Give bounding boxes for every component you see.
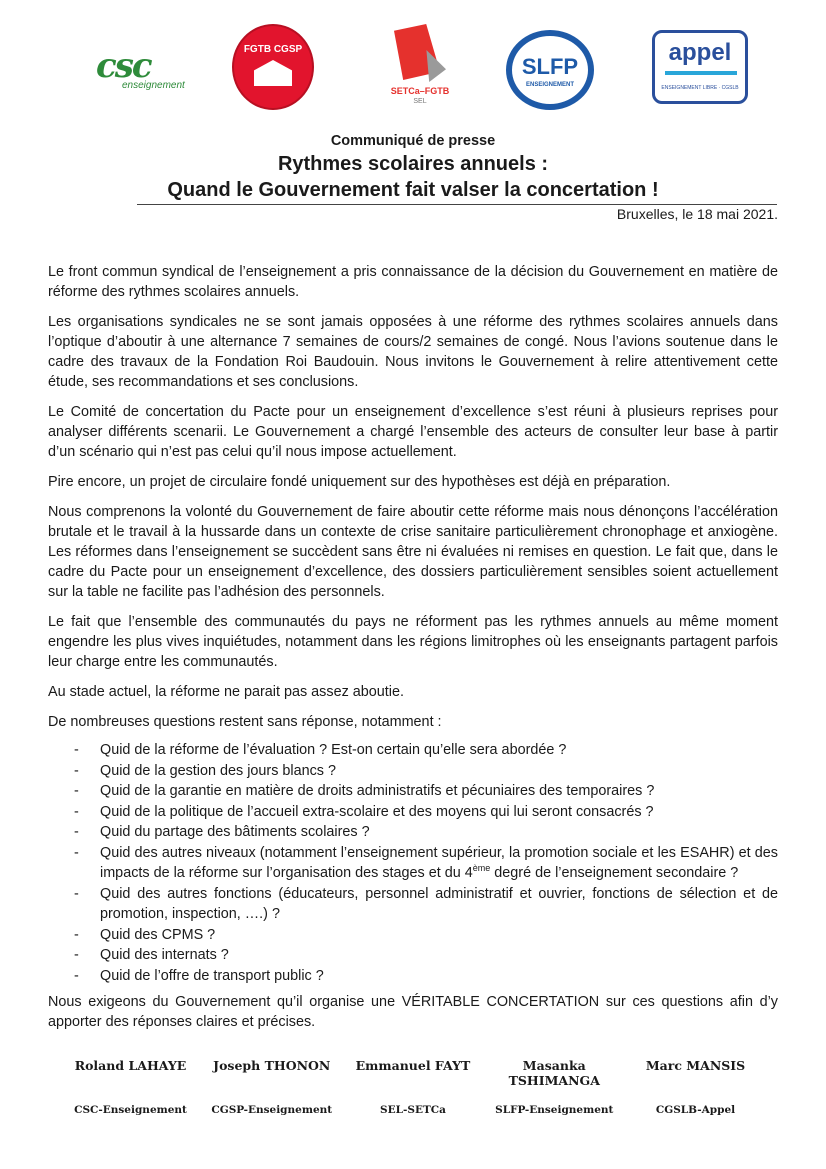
signatories: [60, 1058, 766, 1116]
list-item: - Quid de la gestion des jours blancs ?: [74, 762, 336, 779]
press-header: [48, 132, 778, 202]
signatory-org: CGSLB-Appel: [655, 1104, 736, 1116]
csc-logo-subtext: enseignement: [122, 80, 185, 91]
question-text: Quid des CPMS ?: [100, 926, 216, 943]
page-title-line-2: Quand le Gouvernement fait valser la concertation !: [167, 179, 659, 201]
page-title-line-1: Rythmes scolaires annuels :: [277, 153, 549, 175]
paragraph: Pire encore, un projet de circulaire fondé uniquement sur des hypothèses est déjà en préparation.: [48, 474, 671, 490]
slfp-enseignement-logo: [506, 30, 594, 110]
paragraph: Le Comité de concertation du Pacte pour un enseignement d’excellence s’est réuni à plusieurs reprises pour analyser différents scenarii. Le Gouvernement a chargé l’ensemble des acteurs de consulter leur base à partir d’un scénario qui n’est pas celui qu’il nous impose actuellement.: [48, 404, 778, 460]
appel-logo-subtext: ENSEIGNEMENT LIBRE · CGSLB: [661, 85, 739, 91]
question-text: Quid de l’offre de transport public ?: [100, 967, 324, 984]
appel-logo-text: appel: [668, 39, 732, 66]
question-list: [48, 740, 778, 986]
question-text: Quid de la politique de l’accueil extra-scolaire et des moyens qui lui seront consacrés ?: [100, 803, 654, 820]
fgtb-cgsp-logo: [232, 24, 314, 110]
appel-logo: [652, 30, 748, 104]
signatory-organisations: [60, 1104, 766, 1116]
slfp-logo-text: SLFP: [521, 54, 579, 79]
paragraph: Nous comprenons la volonté du Gouvernement de faire aboutir cette réforme mais nous dénonçons l’accélération brutale et le travail à la hussarde dans un contexte de crise sanitaire particulièrement chronophage et anxiogène. Les réformes dans l’enseignement se succèdent sans être ni évaluées ni remises en question. Le fait que, dans le cadre du Pacte pour un enseignement d’excellence, des dossiers particulièrement sensibles soient actuellement sur la table ne facilite pas l’adhésion des personnels.: [48, 504, 778, 600]
signatory-name: Emmanuel FAYT: [355, 1058, 471, 1073]
signatory-org: SLFP-Enseignement: [495, 1104, 614, 1116]
question-text: Quid du partage des bâtiments scolaires ?: [100, 824, 370, 840]
paragraph: Au stade actuel, la réforme ne parait pas assez aboutie.: [48, 684, 404, 700]
list-item: - Quid des internats ?: [74, 947, 229, 963]
question-text: Quid de la réforme de l’évaluation ? Est-on certain qu’elle sera abordée ?: [100, 742, 567, 758]
setca-logo-subtext: SEL: [413, 98, 427, 105]
paragraph: Les organisations syndicales ne se sont jamais opposées à une réforme des rythmes scolaires annuels dans l’optique d’aboutir à une alternance 7 semaines de cours/2 semaines de congé. Nous l’avions soutenue dans le cadre des travaux de la Fondation Roi Baudouin. Nous invitons le Gouvernement à relire attentivement cette étude, ses recommandations et ses conclusions.: [48, 314, 778, 390]
paragraph: De nombreuses questions restent sans réponse, notamment :: [48, 714, 442, 730]
signatory-org: SEL-SETCa: [380, 1104, 446, 1116]
fgtb-logo-text: FGTB CGSP: [243, 44, 303, 55]
list-item: - Quid des autres fonctions (éducateurs, personnel administratif et ouvrier, fonctions de sélection et de promotion, inspection, ….) ?: [74, 885, 778, 922]
paragraph: Le fait que l’ensemble des communautés du pays ne réforment pas les rythmes annuels au même moment engendre les plus vives inquiétudes, notamment dans les régions limitrophes où les enseignants partagent parfois leur charge entre les communautés.: [48, 614, 778, 670]
setca-logo-text: SETCa–FGTB: [390, 86, 450, 96]
signatory-name: Roland LAHAYE: [74, 1058, 187, 1073]
signatory-org: CSC-Enseignement: [74, 1104, 187, 1116]
question-text: Quid de la garantie en matière de droits administratifs et pécuniaires des temporaires ?: [100, 783, 655, 799]
press-kicker: Communiqué de presse: [330, 133, 496, 149]
signatory-name: Masanka TSHIMANGA: [508, 1058, 600, 1088]
title-divider: [137, 204, 777, 205]
list-item: - Quid de la politique de l’accueil extra-scolaire et des moyens qui lui seront consacrés ?: [74, 803, 654, 820]
csc-enseignement-logo: [92, 44, 192, 94]
press-body: [48, 262, 778, 1042]
question-niveaux-part1: Quid des autres niveaux (notamment l’enseignement supérieur, la promotion sociale et les ESAHR) et des impacts de la réforme sur l’organisation des stages et du 4: [100, 844, 778, 881]
list-item: - Quid de l’offre de transport public ?: [74, 967, 324, 984]
appel-logo-bar: [665, 71, 737, 75]
csc-logo-text: csc: [96, 46, 151, 86]
signatory-names: [60, 1058, 766, 1088]
logo-bar: [0, 20, 826, 112]
question-text: Quid de la gestion des jours blancs ?: [100, 762, 336, 779]
list-item: - Quid du partage des bâtiments scolaires ?: [74, 824, 370, 840]
paragraph: Le front commun syndical de l’enseignement a pris connaissance de la décision du Gouvernement en matière de réforme des rythmes scolaires annuels.: [48, 264, 778, 300]
setca-fgtb-logo: [380, 24, 460, 114]
slfp-logo-subtext: ENSEIGNEMENT: [525, 82, 574, 88]
signatory-name: Joseph THONON: [213, 1058, 331, 1073]
list-item: - Quid de la réforme de l’évaluation ? Est-on certain qu’elle sera abordée ?: [74, 742, 567, 758]
list-item: - Quid de la garantie en matière de droits administratifs et pécuniaires des temporaires ?: [74, 783, 655, 799]
building-icon: [254, 60, 292, 86]
ordinal-superscript: ème: [472, 863, 491, 874]
question-text: Quid des internats ?: [100, 947, 229, 963]
list-item: - Quid des autres niveaux (notamment l’enseignement supérieur, la promotion sociale et les ESAHR) et des impacts de la réforme sur l’organisation des stages et du 4ème degré de l’enseignement secondaire ?: [74, 844, 778, 881]
signatory-org: CGSP-Enseignement: [211, 1104, 333, 1116]
question-niveaux-part2: degré de l’enseignement secondaire ?: [490, 865, 739, 881]
list-item: - Quid des CPMS ?: [74, 926, 216, 943]
closing-paragraph: Nous exigeons du Gouvernement qu’il organise une VÉRITABLE CONCERTATION sur ces questions afin d’y apporter des réponses claires et précises.: [48, 994, 778, 1030]
question-text: Quid des autres fonctions (éducateurs, personnel administratif et ouvrier, fonctions de sélection et de promotion, inspection, ….) ?: [100, 885, 778, 922]
dateline: Bruxelles, le 18 mai 2021.: [616, 206, 778, 222]
signatory-name: Marc MANSIS: [645, 1058, 746, 1073]
